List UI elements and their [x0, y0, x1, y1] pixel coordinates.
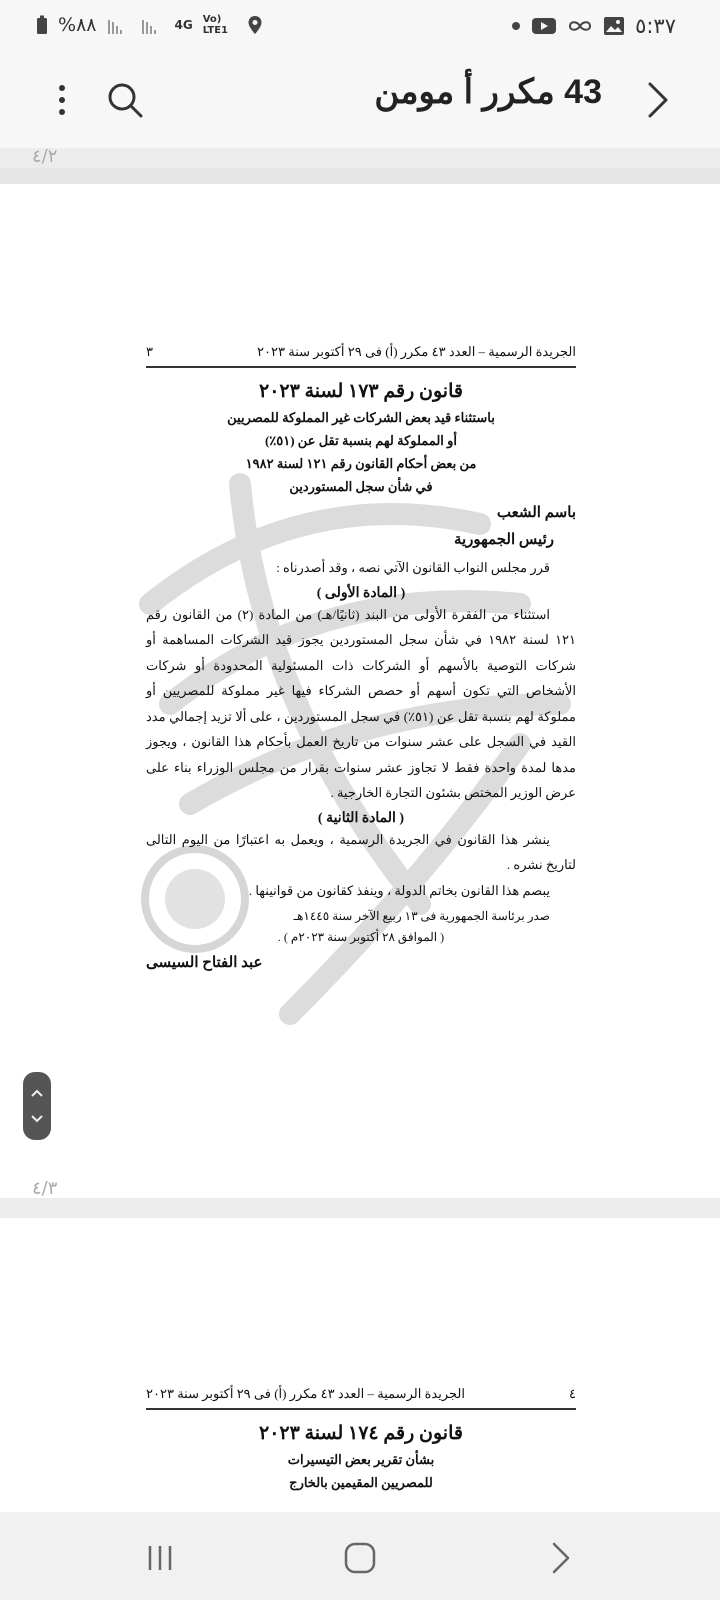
home-icon[interactable]	[340, 1538, 380, 1578]
pdf-page-4	[0, 1218, 720, 1512]
location-icon	[247, 15, 263, 35]
status-left	[36, 14, 263, 36]
preamble: قرر مجلس النواب القانون الآتي نصه ، وقد أصدرناه :	[276, 560, 550, 575]
volte-label: Vo) LTE1	[202, 14, 229, 36]
article-1-title: ( المادة الأولى )	[316, 585, 406, 601]
battery-percent: %٨٨	[58, 14, 97, 36]
clock: ٥:٣٧	[635, 14, 676, 38]
law-title: قانون رقم ١٧٣ لسنة ٢٠٢٣	[259, 381, 463, 402]
article-2-title: ( المادة الثانية )	[317, 810, 405, 826]
more-options-icon[interactable]	[52, 80, 72, 120]
status-bar	[0, 0, 720, 52]
signal-icon-2	[140, 16, 164, 34]
page-number: ٣	[146, 344, 153, 359]
president-label: رئيس الجمهورية	[453, 532, 554, 548]
law-subtitle-line: باستثناء قيد بعض الشركات غير المملوكة للمصريين	[227, 410, 495, 425]
article-1-text: استثناء من الفقرة الأولى من البند (ثانيًا/هـ) من المادة (٢) من القانون رقم ١٢١ لسنة ١٩٨٢ في شأن سجل المستوردين يجوز قيد الشركات المساهمة أو شركات التوصية بالأسهم أو الشركات ذات المسئولية المحدودة أو شركات الأشخاص التي تكون أسهم أو حصص الشركاء فيها غير مملوكة للمصريين أو مملوكة لهم بنسبة تقل عن (٥١٪) في سجل المستوردين ، على ألا تزيد إجمالي مدد القيد في السجل على عشر سنوات من تاريخ العمل بأحكام هذا القانون ، ويجوز مدها لمدة واحدة فقط لا تجاوز عشر سنوات بقرار من مجلس الوزراء بناء على عرض الوزير المختص بشئون التجارة الخارجية .	[146, 606, 577, 800]
status-right	[511, 14, 676, 38]
search-icon[interactable]	[105, 80, 145, 120]
corresponding-line: ( الموافق ٢٨ أكتوبر سنة ٢٠٢٣م ) .	[277, 930, 445, 944]
header-text: الجريدة الرسمية – العدد ٤٣ مكرر (أ) فى ٢٩ أكتوبر سنة ٢٠٢٣	[257, 344, 576, 359]
infinity-icon	[567, 18, 593, 34]
page-4-content	[146, 1386, 576, 1491]
header-text: الجريدة الرسمية – العدد ٤٣ مكرر (أ) فى ٢٩ أكتوبر سنة ٢٠٢٣	[146, 1386, 465, 1401]
gallery-icon	[603, 16, 625, 36]
law-subtitle-line: للمصريين المقيمين بالخارج	[289, 1475, 433, 1490]
article-2-line-2: يبصم هذا القانون بخاتم الدولة ، وينفذ كقانون من قوانينها .	[248, 882, 550, 898]
page-indicator-current: ٤/٣	[32, 1178, 58, 1199]
app-bar	[0, 52, 720, 148]
page-number: ٤	[569, 1386, 576, 1401]
pdf-page-3	[0, 184, 720, 1198]
page-gap	[0, 168, 720, 184]
page-indicator-prev: ٤/٢	[32, 146, 58, 167]
signal-icon	[106, 16, 130, 34]
fast-scroll-handle[interactable]	[23, 1072, 51, 1140]
network-type: 4G	[174, 18, 193, 32]
dot-icon	[511, 21, 521, 31]
youtube-icon	[531, 16, 557, 36]
battery-icon	[36, 15, 48, 35]
back-nav-icon[interactable]	[542, 1538, 582, 1578]
document-title: 43 مكرر أ مومن	[374, 73, 602, 111]
page-header	[146, 344, 576, 368]
back-button[interactable]	[636, 78, 680, 122]
page-header	[146, 1386, 576, 1410]
law-subtitle-line: من بعض أحكام القانون رقم ١٢١ لسنة ١٩٨٢	[245, 456, 477, 471]
law-title: قانون رقم ١٧٤ لسنة ٢٠٢٣	[259, 1423, 463, 1444]
law-subtitle-line: بشأن تقرير بعض التيسيرات	[287, 1452, 435, 1467]
signature: عبد الفتاح السيسى	[146, 955, 263, 971]
page-3-content	[146, 344, 576, 972]
in-name-of-people: باسم الشعب	[496, 505, 576, 521]
article-2-line-1: ينشر هذا القانون في الجريدة الرسمية ، ويعمل به اعتبارًا من اليوم التالى لتاريخ نشره .	[146, 831, 576, 872]
navigation-bar	[0, 1512, 720, 1600]
law-subtitle-line: في شأن سجل المستوردين	[289, 479, 433, 494]
law-subtitle-line: أو المملوكة لهم بنسبة تقل عن (٥١٪)	[264, 433, 458, 448]
issued-line: صدر برئاسة الجمهورية فى ١٣ ربيع الآخر سنة ١٤٤٥هـ	[293, 909, 550, 923]
recent-apps-icon[interactable]	[142, 1538, 182, 1578]
